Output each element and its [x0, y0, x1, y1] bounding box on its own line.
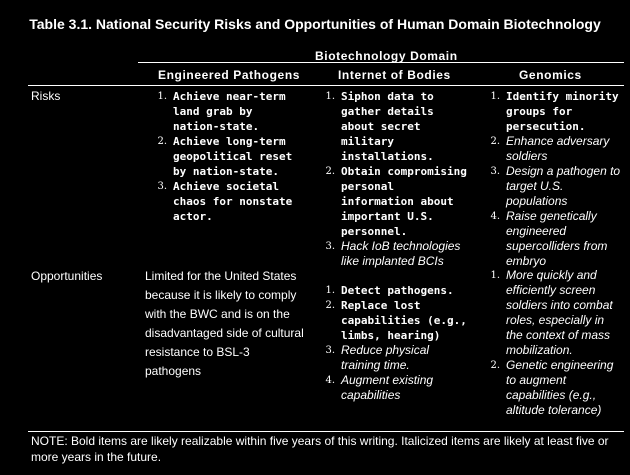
opportunity-list [325, 283, 469, 403]
item-number: 3. [325, 241, 335, 252]
item-text: Achieve near-term land grab by nation-state. [173, 90, 286, 133]
list-item [490, 164, 624, 209]
column-header-engineered-pathogens: Engineered Pathogens [158, 68, 301, 82]
item-number: 1. [490, 270, 500, 281]
item-text: Identify minority groups for persecution. [506, 90, 619, 133]
cell-opportunities-internet-of-bodies [325, 283, 469, 403]
item-number: 1. [325, 91, 335, 102]
item-number: 3. [490, 166, 500, 177]
list-item [325, 164, 469, 239]
risk-list [325, 89, 469, 269]
cell-opportunities-genomics [490, 268, 624, 418]
item-number: 3. [157, 181, 167, 192]
item-number: 1. [157, 91, 167, 102]
table-title: Table 3.1. National Security Risks and Opportunities of Human Domain Biotechnology [29, 16, 601, 32]
cell-risks-internet-of-bodies [325, 89, 469, 269]
list-item [490, 209, 624, 269]
list-item [157, 89, 303, 134]
risk-list [490, 89, 624, 269]
item-text: Siphon data to gather details about secret military installations. [341, 90, 434, 163]
risk-list [157, 89, 303, 224]
item-number: 2. [325, 166, 335, 177]
list-item [157, 134, 303, 179]
item-text: Achieve societal chaos for nonstate actor. [173, 180, 293, 223]
item-number: 4. [325, 375, 335, 386]
list-item [325, 298, 469, 343]
list-item [325, 343, 469, 373]
item-number: 2. [490, 136, 500, 147]
list-item [490, 268, 624, 358]
item-text: More quickly and efficiently screen soldiers into combat roles, especially in the context of mass mobilization. [506, 268, 613, 357]
item-text: Achieve long-term geopolitical reset by nation-state. [173, 135, 293, 178]
list-item [325, 373, 469, 403]
table-note: NOTE: Bold items are likely realizable within five years of this writing. Italicized items are likely at least five or more years in the future. [31, 434, 609, 464]
item-number: 4. [490, 211, 500, 222]
cell-opportunities-engineered-pathogens: Limited for the United States because it is likely to comply with the BWC and is on the disadvantaged side of cultural resistance to BSL-3 pathogens [145, 269, 304, 378]
column-header-genomics: Genomics [519, 68, 582, 82]
item-text: Detect pathogens. [341, 284, 454, 297]
item-number: 3. [325, 345, 335, 356]
item-text: Augment existing capabilities [341, 373, 434, 402]
item-text: Enhance adversary soldiers [506, 134, 610, 163]
item-text: Hack IoB technologies like implanted BCIs [341, 239, 461, 268]
list-item [490, 89, 624, 134]
list-item [325, 283, 469, 298]
cell-risks-genomics [490, 89, 624, 269]
domain-header: Biotechnology Domain [315, 49, 458, 63]
item-number: 2. [157, 136, 167, 147]
item-text: Obtain compromising personal information about important U.S. personnel. [341, 165, 467, 238]
opportunity-list [490, 268, 624, 418]
list-item [490, 358, 624, 418]
cell-risks-engineered-pathogens [157, 89, 303, 224]
item-text: Raise genetically engineered supercolliders from embryo [506, 209, 608, 268]
item-number: 1. [325, 285, 335, 296]
item-number: 1. [490, 91, 500, 102]
item-text: Genetic engineering to augment capabilities (e.g., altitude tolerance) [506, 358, 614, 417]
item-text: Reduce physical training time. [341, 343, 430, 372]
row-label-opportunities: Opportunities [31, 269, 103, 283]
list-item [490, 134, 624, 164]
item-text: Replace lost capabilities (e.g., limbs, hearing) [341, 299, 467, 342]
item-text: Design a pathogen to target U.S. populations [506, 164, 621, 208]
column-header-internet-of-bodies: Internet of Bodies [338, 68, 451, 82]
list-item [325, 89, 469, 164]
item-number: 2. [490, 360, 500, 371]
item-number: 2. [325, 300, 335, 311]
list-item [157, 179, 303, 224]
row-label-risks: Risks [31, 89, 61, 103]
header-divider [28, 85, 624, 86]
bottom-divider [28, 431, 624, 432]
list-item [325, 239, 469, 269]
